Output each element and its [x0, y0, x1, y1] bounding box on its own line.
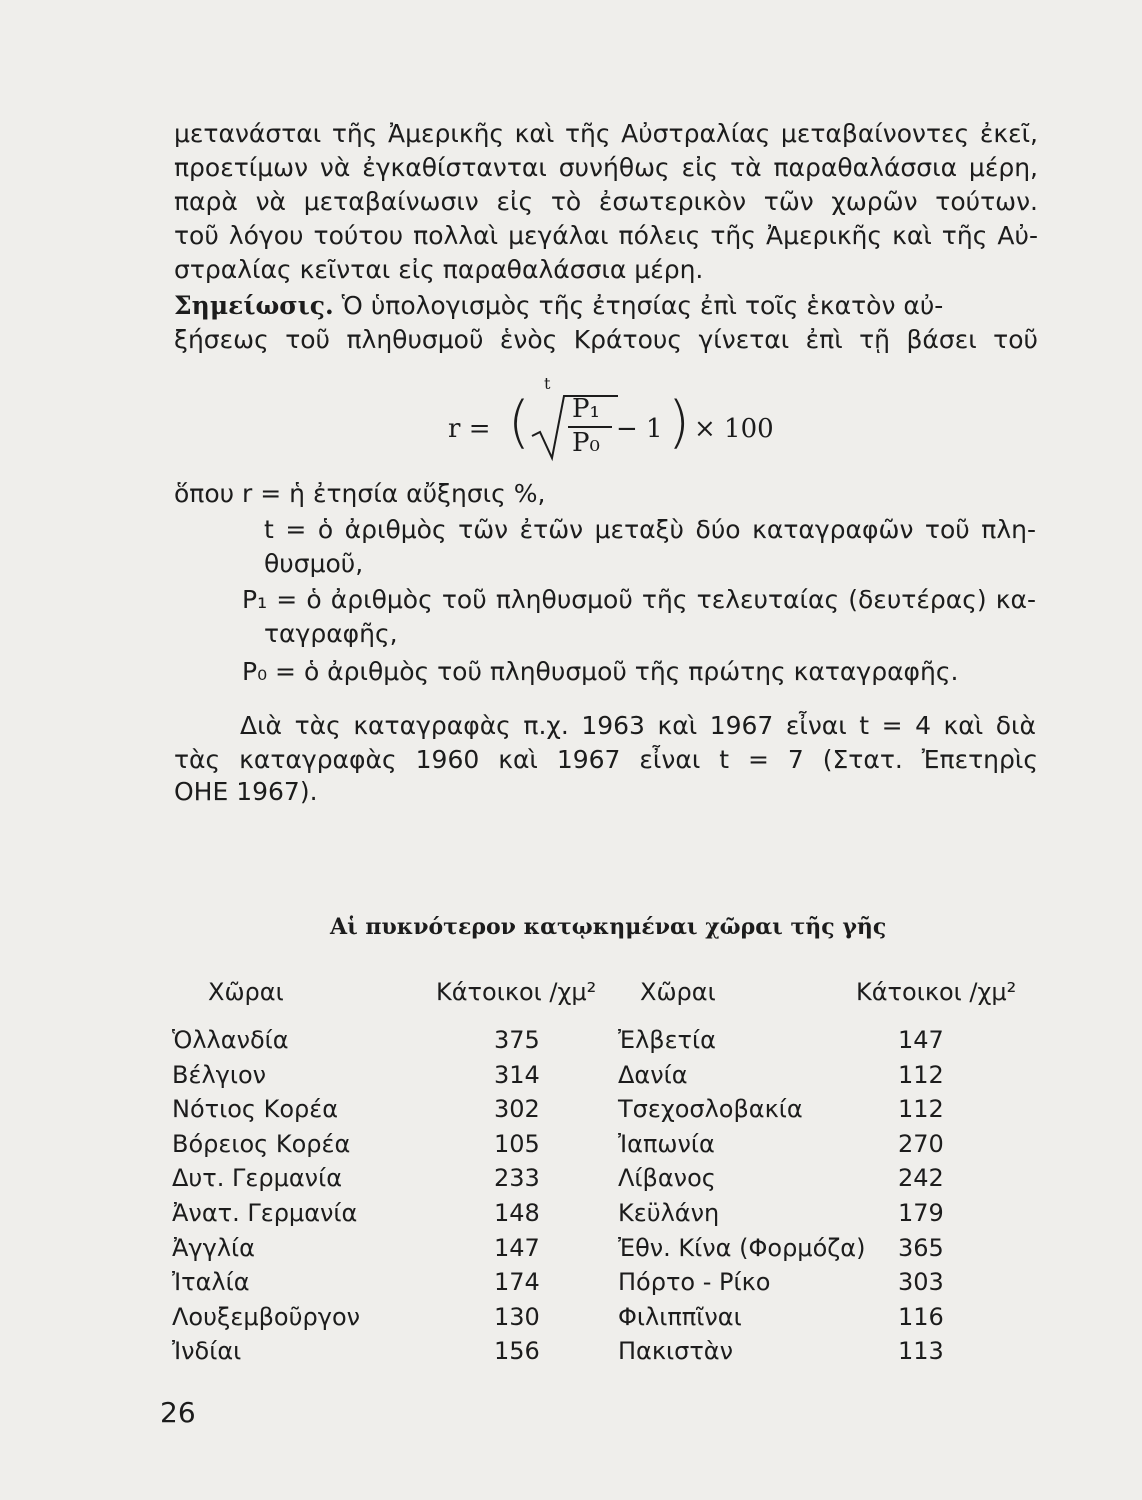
table-cell-density-left: 302 — [494, 1095, 540, 1124]
table-title: Αἱ πυκνότερον κατῳκημέναι χῶραι τῆς γῆς — [330, 914, 887, 940]
formula-minus-one: − 1 — [616, 414, 663, 444]
table-cell-density-right: 242 — [898, 1164, 944, 1193]
formula-right-paren: ) — [668, 390, 690, 455]
table-cell-country-left: Βόρειος Κορέα — [172, 1129, 351, 1158]
example-line-1: Διὰ τὰς καταγραφὰς π.χ. 1963 καὶ 1967 εἶναι t = 4 καὶ διὰ — [240, 711, 1036, 740]
example-line-3: ΟΗΕ 1967). — [174, 777, 318, 806]
paragraph-line-5: στραλίας κεῖνται εἰς παραθαλάσσια μέρη. — [174, 255, 704, 284]
table-cell-density-right: 113 — [898, 1337, 944, 1366]
table-cell-density-right: 112 — [898, 1060, 944, 1089]
table-cell-density-left: 147 — [494, 1233, 540, 1262]
formula-root-index: t — [544, 374, 551, 393]
table-cell-country-right: Κεϋλάνη — [618, 1199, 720, 1227]
paragraph-line-4: τοῦ λόγου τούτου πολλαὶ μεγάλαι πόλεις τῆς Ἀμερικῆς καὶ τῆς Αὐ- — [174, 221, 1038, 250]
table-cell-density-right: 147 — [898, 1026, 944, 1054]
table-cell-density-right: 270 — [898, 1129, 944, 1158]
table-cell-country-right: Τσεχοσλοβακία — [618, 1095, 803, 1124]
table-cell-density-left: 314 — [494, 1060, 540, 1089]
note-line1-text: Ὁ ὑπολογισμὸς τῆς ἐτησίας ἐπὶ τοῖς ἑκατὸν αὐ- — [341, 291, 944, 320]
table-cell-density-left: 148 — [494, 1199, 540, 1227]
table-cell-country-right: Ἰαπωνία — [618, 1129, 715, 1158]
definition-p1: P₁ = ὁ ἀριθμὸς τοῦ πληθυσμοῦ τῆς τελευταίας (δευτέρας) κα- — [242, 585, 1036, 614]
formula-times-100: × 100 — [694, 414, 774, 444]
table-cell-density-right: 179 — [898, 1199, 944, 1227]
definition-t: t = ὁ ἀριθμὸς τῶν ἐτῶν μεταξὺ δύο καταγραφῶν τοῦ πλη- — [264, 515, 1036, 544]
note-line-1 — [174, 290, 1038, 322]
table-header-country-1: Χῶραι — [208, 978, 284, 1006]
table-cell-density-left: 375 — [494, 1026, 540, 1054]
table-cell-density-left: 130 — [494, 1302, 540, 1331]
definition-p1-cont: ταγραφῆς, — [264, 619, 398, 648]
note-line-2: ξήσεως τοῦ πληθυσμοῦ ἑνὸς Κράτους γίνεται ἐπὶ τῇ βάσει τοῦ — [174, 325, 1038, 354]
table-cell-density-right: 303 — [898, 1268, 944, 1297]
table-cell-country-left: Ἀνατ. Γερμανία — [172, 1199, 358, 1227]
table-cell-density-left: 233 — [494, 1164, 540, 1193]
table-cell-density-right: 365 — [898, 1233, 944, 1262]
table-header-density-2: Κάτοικοι /χμ² — [856, 978, 1017, 1006]
table-cell-country-left: Βέλγιον — [172, 1060, 267, 1089]
table-header-density-1: Κάτοικοι /χμ² — [436, 978, 597, 1006]
table-cell-country-right: Δανία — [618, 1060, 688, 1089]
note-label: Σημείωσις. — [174, 291, 334, 320]
table-cell-country-left: Νότιος Κορέα — [172, 1095, 339, 1124]
table-header-country-2: Χῶραι — [640, 978, 716, 1006]
formula-denominator: P₀ — [572, 428, 600, 458]
table-cell-country-left: Ὁλλανδία — [172, 1026, 289, 1054]
definition-t-cont: θυσμοῦ, — [264, 549, 364, 578]
paragraph-line-1: μετανάσται τῆς Ἀμερικῆς καὶ τῆς Αὐστραλίας μεταβαίνοντες ἐκεῖ, — [174, 119, 1038, 148]
table-cell-density-left: 156 — [494, 1337, 540, 1366]
definition-r: ὅπου r = ἡ ἐτησία αὔξησις %, — [174, 479, 546, 508]
table-cell-density-left: 174 — [494, 1268, 540, 1297]
table-cell-country-right: Πόρτο - Ρίκο — [618, 1268, 771, 1297]
bleed-through-texture — [176, 86, 1046, 112]
table-cell-country-right: Ἐθν. Κίνα (Φορμόζα) — [618, 1233, 866, 1262]
table-cell-country-left: Ἰταλία — [172, 1268, 250, 1297]
table-cell-country-right: Φιλιππῖναι — [618, 1302, 742, 1331]
growth-formula — [448, 374, 808, 468]
formula-lhs: r = — [448, 414, 491, 444]
table-cell-country-left: Δυτ. Γερμανία — [172, 1164, 343, 1193]
table-cell-density-right: 112 — [898, 1095, 944, 1124]
table-cell-density-right: 116 — [898, 1302, 944, 1331]
table-cell-country-right: Λίβανος — [618, 1164, 716, 1193]
definition-p0: P₀ = ὁ ἀριθμὸς τοῦ πληθυσμοῦ τῆς πρώτης καταγραφῆς. — [242, 657, 959, 686]
example-line-2: τὰς καταγραφὰς 1960 καὶ 1967 εἶναι t = 7 (Στατ. Ἐπετηρὶς — [174, 745, 1038, 774]
table-cell-country-left: Ἰνδίαι — [172, 1337, 242, 1366]
formula-numerator: P₁ — [572, 394, 600, 424]
table-cell-country-right: Πακιστὰν — [618, 1337, 734, 1366]
table-cell-country-left: Ἀγγλία — [172, 1233, 255, 1262]
table-cell-country-left: Λουξεμβοῦργον — [172, 1302, 361, 1331]
table-cell-density-left: 105 — [494, 1129, 540, 1158]
formula-left-paren: ( — [508, 390, 530, 455]
page-number: 26 — [160, 1396, 196, 1429]
paragraph-line-2: προετίμων νὰ ἐγκαθίστανται συνήθως εἰς τὰ παραθαλάσσια μέρη, — [174, 153, 1038, 182]
table-cell-country-right: Ἐλβετία — [618, 1026, 716, 1054]
paragraph-line-3: παρὰ νὰ μεταβαίνωσιν εἰς τὸ ἐσωτερικὸν τῶν χωρῶν τούτων. — [174, 187, 1038, 216]
